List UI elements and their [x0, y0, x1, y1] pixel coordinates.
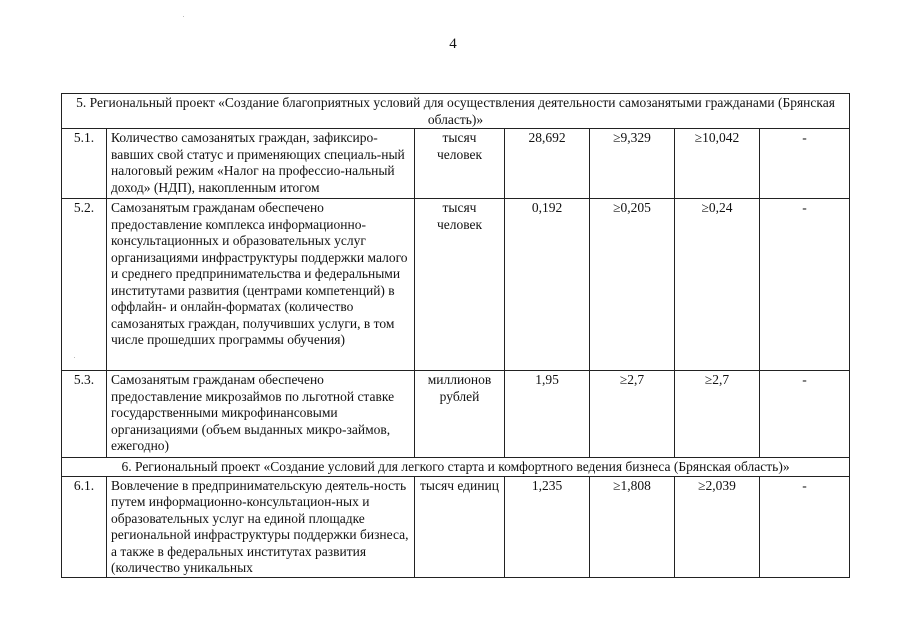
value-cell: - — [760, 371, 850, 458]
table-row — [62, 371, 850, 458]
value-cell: ≥2,7 — [675, 371, 760, 458]
unit-of-measure: миллионов рублей — [415, 371, 505, 458]
section-header-row — [62, 458, 850, 477]
section-header-row — [62, 94, 850, 129]
row-number: 5.2. — [62, 199, 107, 371]
indicators-table — [61, 93, 850, 578]
row-number: 6.1. — [62, 476, 107, 577]
table-row — [62, 129, 850, 199]
indicator-description: Самозанятым гражданам обеспечено предоставление микрозаймов по льготной ставке государственными микрофинансовыми организациями (объем выданных микро-займов, ежегодно) — [107, 371, 415, 458]
value-cell: ≥2,039 — [675, 476, 760, 577]
unit-of-measure: тысяч единиц — [415, 476, 505, 577]
section-title: 6. Региональный проект «Создание условий для легкого старта и комфортного ведения бизнеса (Брянская область)» — [62, 458, 850, 477]
row-number: 5.1. — [62, 129, 107, 199]
value-cell: 28,692 — [505, 129, 590, 199]
value-cell: ≥1,808 — [590, 476, 675, 577]
scan-artifact — [183, 16, 184, 17]
value-cell: ≥10,042 — [675, 129, 760, 199]
section-title: 5. Региональный проект «Создание благоприятных условий для осуществления деятельности самозанятыми гражданами (Брянская область)» — [62, 94, 850, 129]
page-number: 4 — [449, 36, 457, 52]
indicator-description: Количество самозанятых граждан, зафиксиро-вавших свой статус и применяющих специаль-ный налоговый режим «Налог на профессио-нальный доход» (НДП), накопленным итогом — [107, 129, 415, 199]
value-cell: 0,192 — [505, 199, 590, 371]
value-cell: - — [760, 199, 850, 371]
value-cell: 1,235 — [505, 476, 590, 577]
table-row — [62, 199, 850, 371]
table-row — [62, 476, 850, 577]
value-cell: ≥2,7 — [590, 371, 675, 458]
indicator-description: Вовлечение в предпринимательскую деятель-ность путем информационно-консультацион-ных и образовательных услуг на единой площадке региональной инфраструктуры поддержки бизнеса, а также в федеральных институтах развития (количество уникальных — [107, 476, 415, 577]
value-cell: - — [760, 129, 850, 199]
unit-of-measure: тысяч человек — [415, 129, 505, 199]
unit-of-measure: тысяч человек — [415, 199, 505, 371]
value-cell: 1,95 — [505, 371, 590, 458]
row-number: 5.3. — [62, 371, 107, 458]
value-cell: ≥0,205 — [590, 199, 675, 371]
value-cell: ≥9,329 — [590, 129, 675, 199]
value-cell: ≥0,24 — [675, 199, 760, 371]
indicator-description: Самозанятым гражданам обеспечено предоставление комплекса информационно-консультационных и образовательных услуг организациями инфраструктуры поддержки малого и среднего предпринимательства и федеральными институтами развития (центрами компетенций) в оффлайн- и онлайн-форматах (количество самозанятых граждан, получивших услуги, в том числе прошедших программы обучения) — [107, 199, 415, 371]
value-cell: - — [760, 476, 850, 577]
